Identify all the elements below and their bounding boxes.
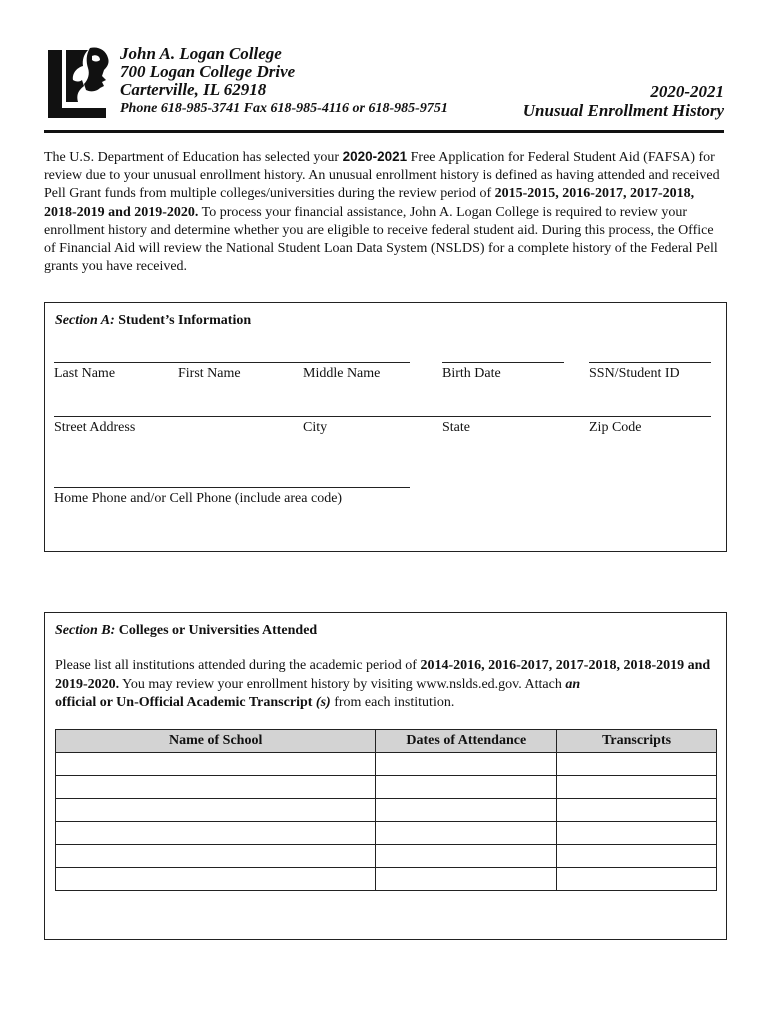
dates-cell[interactable] <box>376 753 557 776</box>
section-b-title: Section B: Colleges or Universities Attended <box>55 623 318 638</box>
section-a-title: Section A: Student’s Information <box>55 313 252 328</box>
school-name-cell[interactable] <box>56 753 376 776</box>
dates-cell[interactable] <box>376 776 557 799</box>
school-name-cell[interactable] <box>56 868 376 891</box>
intro-paragraph: The U.S. Department of Education has selected your 2020-2021 Free Application for Federal Student Aid (FAFSA) for review due to your unusual enrollment history. An unusual enrollment history is defined as having attended and received Pell Grant funds from multiple colleges/universities during the review period of 2015-2015, 2016-2017, 2017-2018, 2018-2019 and 2019-2020. To process your financial assistance, John A. Logan College is required to review your enrollment history and determine whether you are eligible to receive federal student aid. During this process, the Office of Financial Aid will review the National Student Loan Data System (NSLDS) for a complete history of the Federal Pell grants you have received. <box>44 149 720 275</box>
transcripts-cell[interactable] <box>557 799 717 822</box>
section-b-box <box>44 612 727 940</box>
label-zip-code: Zip Code <box>589 420 642 435</box>
table-row <box>56 845 717 868</box>
label-street-address: Street Address <box>54 420 136 435</box>
column-header-dates: Dates of Attendance <box>376 730 557 753</box>
dates-cell[interactable] <box>376 799 557 822</box>
ssn-field[interactable] <box>589 362 711 363</box>
school-name-cell[interactable] <box>56 799 376 822</box>
label-state: State <box>442 420 470 435</box>
label-first-name: First Name <box>178 366 241 381</box>
form-year: 2020-2021 <box>650 82 724 101</box>
table-header-row <box>56 730 717 753</box>
dates-cell[interactable] <box>376 868 557 891</box>
transcripts-cell[interactable] <box>557 776 717 799</box>
label-ssn: SSN/Student ID <box>589 366 680 381</box>
dates-cell[interactable] <box>376 822 557 845</box>
column-header-transcripts: Transcripts <box>557 730 717 753</box>
label-phone: Home Phone and/or Cell Phone (include area code) <box>54 491 343 506</box>
dates-cell[interactable] <box>376 845 557 868</box>
header-rule <box>44 130 724 133</box>
table-row <box>56 799 717 822</box>
table-row <box>56 868 717 891</box>
table-row <box>56 776 717 799</box>
address-field[interactable] <box>54 416 711 417</box>
college-phone: Phone 618-985-3741 Fax 618-985-4116 or 618-985-9751 <box>120 101 448 116</box>
name-field[interactable] <box>54 362 410 363</box>
college-logo <box>46 46 116 122</box>
schools-table <box>55 729 717 891</box>
section-b-instructions: Please list all institutions attended during the academic period of 2014-2016, 2016-2017, 2017-2018, 2018-2019 and 2019-2020. You may review your enrollment history by visiting www.nslds.ed.gov. Attach an official or Un-Official Academic Transcript (s) from each institution. <box>55 658 711 710</box>
column-header-school: Name of School <box>56 730 376 753</box>
phone-field[interactable] <box>54 487 410 488</box>
label-middle-name: Middle Name <box>303 366 381 381</box>
label-birth-date: Birth Date <box>442 366 501 381</box>
school-name-cell[interactable] <box>56 822 376 845</box>
table-row <box>56 822 717 845</box>
form-title: Unusual Enrollment History <box>522 101 724 120</box>
college-header <box>120 45 448 118</box>
section-a-box <box>44 302 727 552</box>
table-row <box>56 753 717 776</box>
college-address: 700 Logan College Drive <box>120 62 296 81</box>
transcripts-cell[interactable] <box>557 753 717 776</box>
transcripts-cell[interactable] <box>557 822 717 845</box>
label-city: City <box>303 420 328 435</box>
form-heading <box>523 82 724 120</box>
transcripts-cell[interactable] <box>557 868 717 891</box>
school-name-cell[interactable] <box>56 845 376 868</box>
school-name-cell[interactable] <box>56 776 376 799</box>
college-city: Carterville, IL 62918 <box>120 80 267 99</box>
birth-date-field[interactable] <box>442 362 564 363</box>
transcripts-cell[interactable] <box>557 845 717 868</box>
college-name: John A. Logan College <box>120 44 282 63</box>
label-last-name: Last Name <box>54 366 116 381</box>
